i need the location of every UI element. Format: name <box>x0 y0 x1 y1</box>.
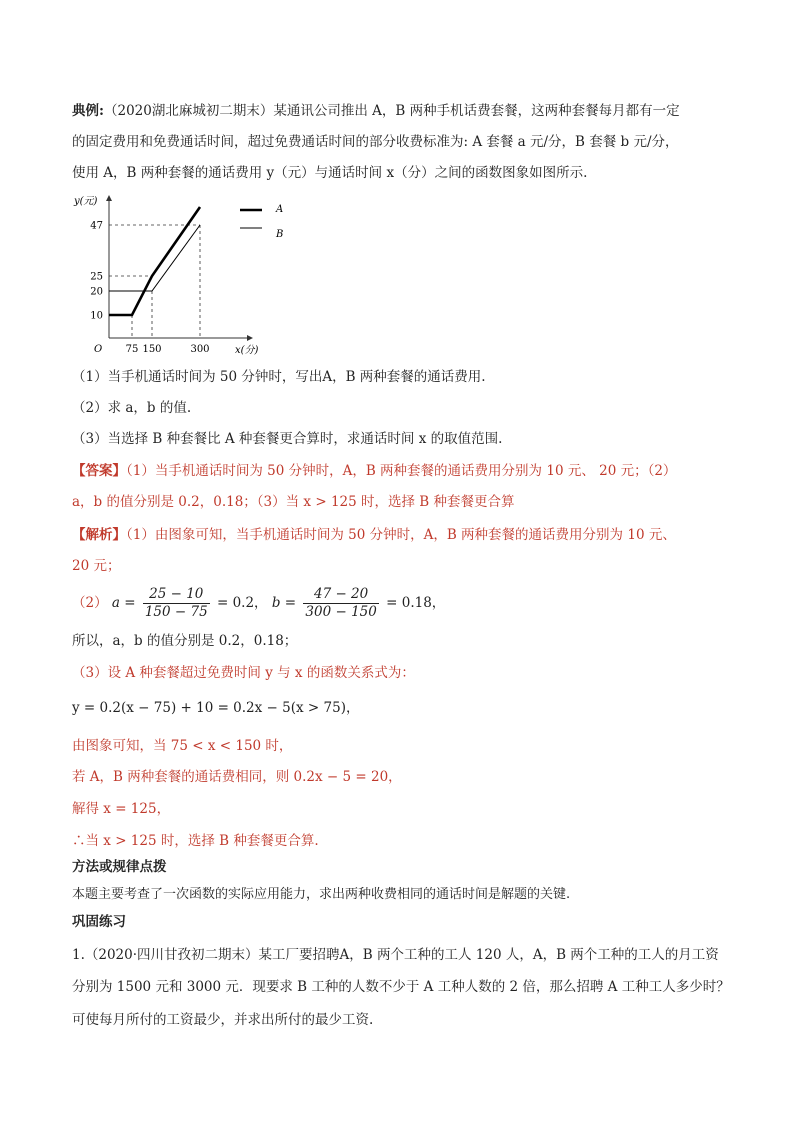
frac-b-rhs: = 0.18， <box>386 595 446 611</box>
y-tick-25: 25 <box>90 271 103 283</box>
analysis-text-1: （1）由图象可知，当手机通话时间为 50 分钟时，A，B 两种套餐的通话费用分别为 10 元、 <box>126 527 676 543</box>
example-line-2: 的固定费用和免费通话时间，超过免费通话时间的部分收费标准为: A 套餐 a 元/分，B 套餐 b 元/分， <box>72 134 679 150</box>
analysis-line-9: 解得 x = 125， <box>72 801 171 817</box>
analysis-line-10: ∴当 x > 125 时，选择 B 种套餐更合算. <box>72 833 319 849</box>
y-tick-47: 47 <box>90 220 103 232</box>
practice-line-2: 分别为 1500 元和 3000 元．现要求 B 工种的人数不少于 A 工种人数的 2 倍，那么招聘 A 工种工人多少时？ <box>72 979 730 995</box>
practice-line-3: 可使每月所付的工资最少，并求出所付的最少工资. <box>72 1012 374 1028</box>
frac-a-num: 25 − 10 <box>143 586 210 604</box>
answer-tag: 【答案】 <box>72 463 126 479</box>
legend-a-label: A <box>276 204 284 215</box>
analysis-fractions <box>72 584 445 622</box>
practice-heading: 巩固练习 <box>72 914 126 930</box>
analysis-line-1 <box>72 525 676 545</box>
x-tick-150: 150 <box>142 344 162 355</box>
series-A-line <box>109 207 200 315</box>
answer-text-1: （1）当手机通话时间为 50 分钟时，A，B 两种套餐的通话费用分别为 10 元、 20 元；（2） <box>126 463 677 479</box>
analysis-line-7: 由图象可知，当 75 < x < 150 时， <box>72 738 293 754</box>
frac-b-num: 47 − 20 <box>303 586 378 604</box>
analysis-line-2: 20 元； <box>72 558 121 574</box>
y-axis-label: y(元) <box>74 196 98 207</box>
legend-b-label: B <box>276 229 284 240</box>
method-heading: 方法或规律点拨 <box>72 859 167 875</box>
series-B-line <box>109 225 200 291</box>
frac-b-lhs: b = <box>271 595 297 611</box>
cost-graph <box>72 188 302 360</box>
question-3: （3）当选择 B 种套餐比 A 种套餐更合算时，求通话时间 x 的取值范围. <box>72 431 503 447</box>
method-text: 本题主要考查了一次函数的实际应用能力，求出两种收费相同的通话时间是解题的关键. <box>72 887 571 902</box>
answer-line-2: a，b 的值分别是 0.2，0.18；（3）当 x > 125 时，选择 B 种套餐更合算 <box>72 494 515 510</box>
example-label: 典例: <box>72 103 104 119</box>
y-tick-10: 10 <box>90 310 103 322</box>
frac-b <box>303 586 378 621</box>
frac-a-rhs: = 0.2， <box>216 595 268 611</box>
question-1: （1）当手机通话时间为 50 分钟时，写出A，B 两种套餐的通话费用. <box>72 369 486 385</box>
analysis-tag: 【解析】 <box>72 527 126 543</box>
x-tick-300: 300 <box>190 344 210 355</box>
frac-b-den: 300 − 150 <box>305 604 377 620</box>
analysis-line-6: y = 0.2(x − 75) + 10 = 0.2x − 5(x > 75)， <box>72 700 360 716</box>
question-2: （2）求 a，b 的值. <box>72 400 192 416</box>
example-line-3: 使用 A，B 两种套餐的通话费用 y（元）与通话时间 x（分）之间的函数图象如图所示. <box>72 165 588 181</box>
analysis-line-4: 所以，a，b 的值分别是 0.2，0.18； <box>72 633 298 649</box>
answer-line-1 <box>72 461 676 481</box>
legend <box>240 204 283 240</box>
fraction-prefix: （2） <box>72 595 108 611</box>
frac-a-den: 150 − 75 <box>144 604 208 620</box>
frac-a-lhs: a = <box>111 595 136 611</box>
example-text-1: （2020湖北麻城初二期末）某通讯公司推出 A，B 两种手机话费套餐，这两种套餐每月都有一定 <box>103 103 680 119</box>
x-tick-75: 75 <box>125 344 139 355</box>
y-tick-20: 20 <box>90 286 103 298</box>
frac-a <box>143 586 210 621</box>
x-axis-label: x(分) <box>235 345 259 356</box>
analysis-line-8: 若 A，B 两种套餐的通话费相同，则 0.2x − 5 = 20， <box>72 769 402 785</box>
example-line-1 <box>72 101 680 121</box>
origin-label: O <box>94 344 103 355</box>
analysis-line-5: （3）设 A 种套餐超过免费时间 y 与 x 的函数关系式为： <box>72 665 415 681</box>
practice-line-1: 1.（2020·四川甘孜初二期末）某工厂要招聘A，B 两个工种的工人 120 人，A，B 两个工种的工人的月工资 <box>72 947 719 963</box>
